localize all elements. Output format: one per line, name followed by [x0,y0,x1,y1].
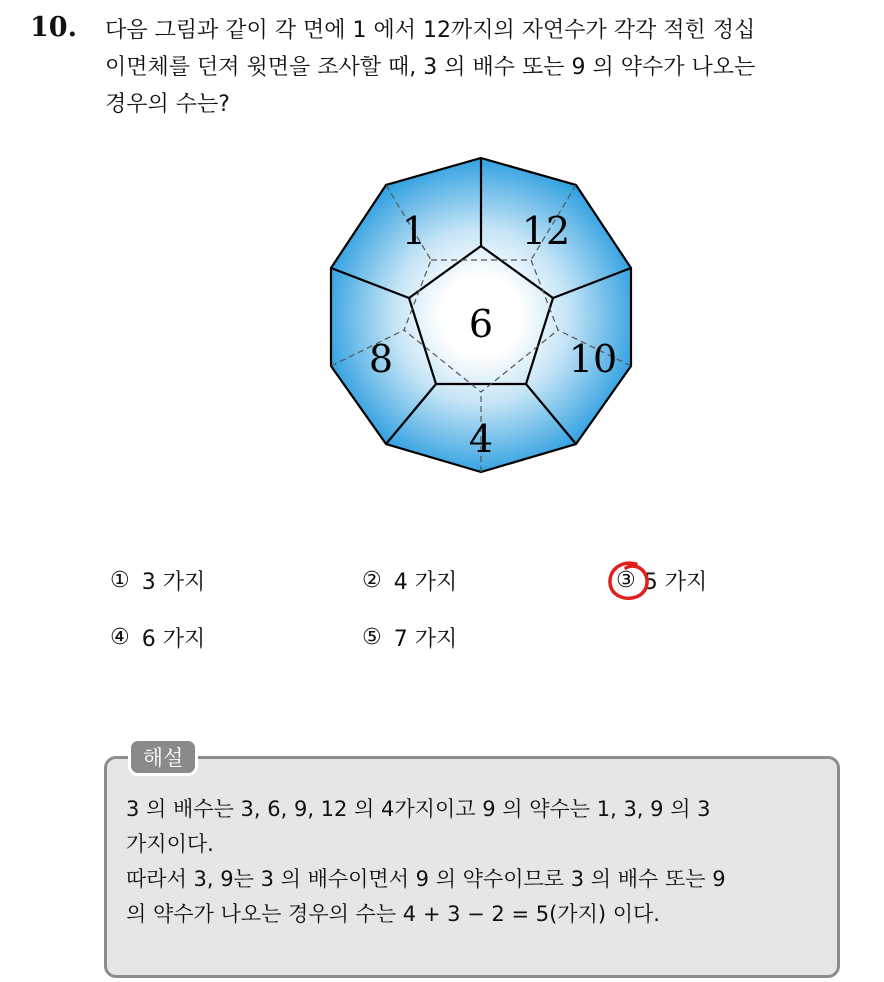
choice-marker: ① [110,568,130,593]
choice-text: 6 가지 [141,627,206,652]
choice-4[interactable] [110,622,205,653]
choice-text: 4 가지 [393,570,458,595]
question-number: 10. [30,12,77,43]
solution-tab: 해설 [128,738,198,776]
solution-line: 의 약수가 나오는 경우의 수는 4 + 3 − 2 = 5(가지) 이다. [126,902,660,926]
question-line: 다음 그림과 같이 각 면에 1 에서 12까지의 자연수가 각각 적힌 정십 [105,18,756,43]
choice-2[interactable] [362,565,457,596]
choice-marker: ⑤ [362,625,382,650]
solution-line: 가지이다. [126,832,214,856]
solution-text [126,792,826,932]
choice-3[interactable] [616,565,707,596]
choice-text: 3 가지 [141,570,206,595]
choice-marker: ④ [110,625,130,650]
choice-marker: ③ [616,568,636,593]
question-line: 경우의 수는? [105,92,230,117]
face-label: 4 [468,417,494,461]
solution-line: 따라서 3, 9는 3 의 배수이면서 9 의 약수이므로 3 의 배수 또는 9 [126,867,726,891]
dodecahedron-figure [318,150,648,480]
question-line: 이면체를 던져 윗면을 조사할 때, 3 의 배수 또는 9 의 약수가 나오는 [105,55,756,80]
choice-marker: ② [362,568,382,593]
solution-line: 3 의 배수는 3, 6, 9, 12 의 4가지이고 9 의 약수는 1, 3, 9 의 3 [126,797,711,821]
choice-text: 5 가지 [643,570,708,595]
face-label: 1 [401,209,427,253]
choice-1[interactable] [110,565,205,596]
choice-text: 7 가지 [393,627,458,652]
choice-5[interactable] [362,622,457,653]
question-text [105,12,865,123]
face-label: 10 [568,337,618,381]
face-label: 12 [521,209,571,253]
face-label: 8 [368,337,394,381]
face-label: 6 [468,302,494,346]
